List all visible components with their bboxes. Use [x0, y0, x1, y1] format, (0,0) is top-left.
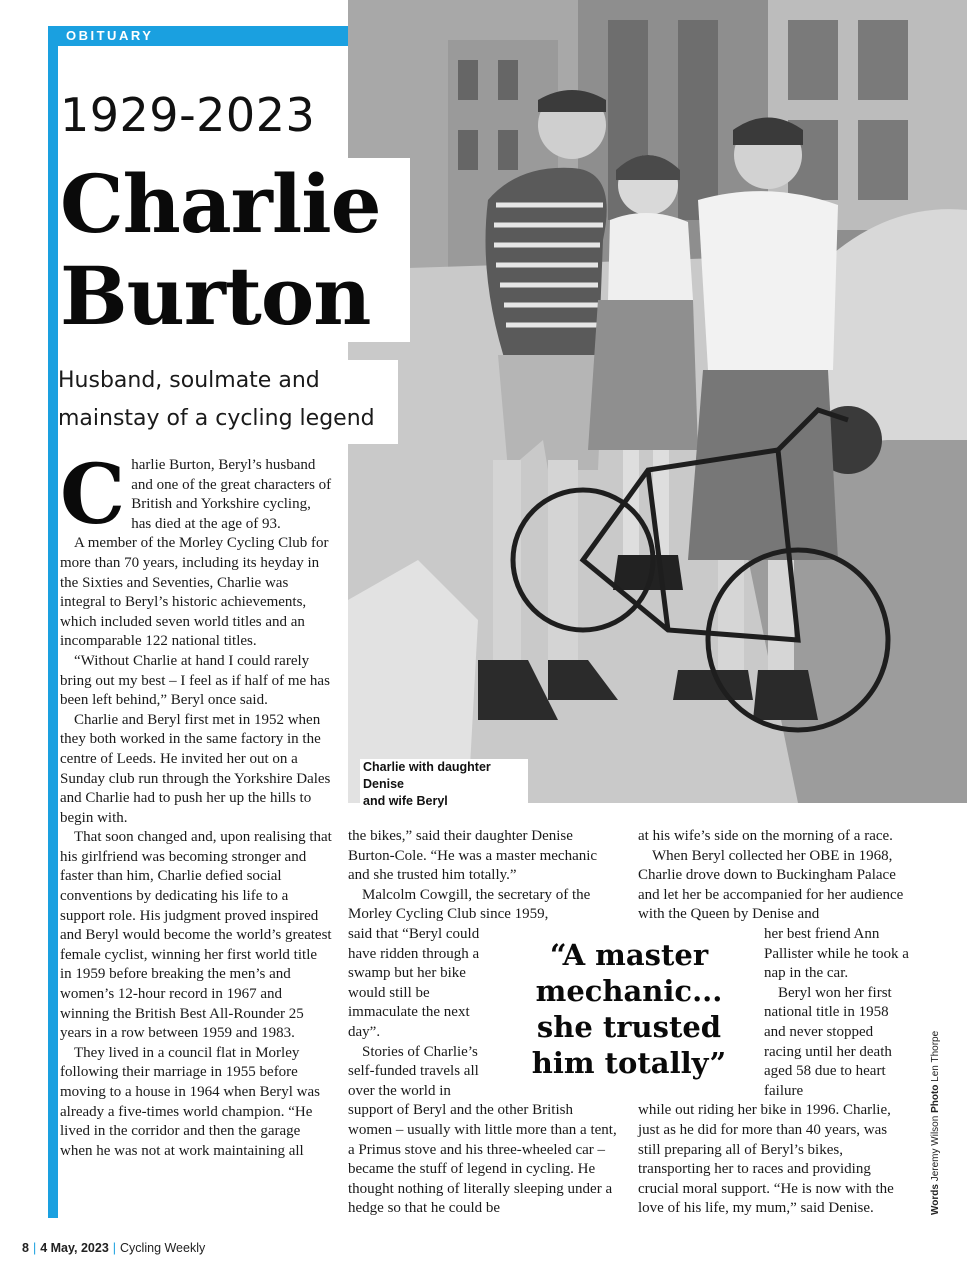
page-footer — [22, 1241, 205, 1255]
body-paragraph: That soon changed and, upon realising that his girlfriend was becoming stronger and faster than him, Charlie defied social conventions by dedicating his life to a support role. His judgment proved inspired and Beryl would become the world’s greatest female cyclist, winning her first world title in 1959 before breaking the men’s and women’s 12-hour record in 1967 and winning the British Best All-Rounder 25 years in a row between 1959 and 1983. — [60, 829, 332, 1042]
body-paragraph: Stories of Charlie’s self-funded travels all over the world in — [348, 1043, 479, 1099]
credit-photo-label: Photo — [930, 1084, 941, 1113]
body-paragraph: “Without Charlie at hand I could rarely bring out my best – I feel as if half of me has been left behind,” Beryl once said. — [60, 652, 330, 709]
body-paragraph: Beryl won her first national title in 1958 and never stopped racing until her death aged 58 due to heart failure — [764, 984, 892, 1099]
pull-quote-line: mechanic... — [535, 974, 723, 1008]
headline-last-name: Burton — [60, 249, 371, 343]
pull-quote-line: she trusted — [536, 1010, 722, 1044]
body-paragraph: They lived in a council flat in Morley following their marriage in 1955 before moving to a house in 1964 when Beryl was already a five-times world champion. “He lived in the corridor and then the garage when he was not at work maintaining all — [60, 1044, 320, 1159]
body-paragraph: harlie Burton, Beryl’s husband and one of the great characters of British and Yorkshire cycling, has died at the age of 93. — [131, 457, 332, 532]
headline-first-name: Charlie — [60, 157, 381, 251]
body-paragraph-wrapped: her best friend Ann Pallister while he took a nap in the car. — [764, 925, 909, 982]
pull-quote-line: him totally” — [531, 1046, 727, 1080]
caption-line-2: and wife Beryl — [363, 794, 448, 808]
credit-words-label: Words — [930, 1184, 941, 1215]
body-paragraph: A member of the Morley Cycling Club for more than 70 years, including its heyday in the Sixties and Seventies, Charlie was integral to Beryl’s historic achievements, which included seven world titles and an incomparable 122 national titles. — [60, 535, 329, 650]
body-paragraph: at his wife’s side on the morning of a race. — [638, 828, 893, 844]
standfirst-line-1: Husband, soulmate and — [58, 368, 320, 393]
standfirst-line-2: mainstay of a cycling legend — [58, 406, 375, 431]
credit-words-name: Jeremy Wilson — [930, 1115, 941, 1182]
caption-line-1: Charlie with daughter Denise — [363, 760, 491, 791]
body-paragraph-wrapped: said that “Beryl could have ridden through a swamp but her bike would still be immaculate the next day”. — [348, 925, 480, 1040]
body-column-3 — [638, 827, 910, 1219]
footer-separator: | — [32, 1241, 37, 1255]
headline — [60, 158, 410, 342]
body-paragraph: support of Beryl and the other British women – usually with little more than a tent, a Primus stove and his three-wheeled car – became the stuff of legend in cycling. He thought nothing of literally sleeping under a hedge so that he could be — [348, 1102, 617, 1217]
body-paragraph: When Beryl collected her OBE in 1968, Charlie drove down to Buckingham Palace and let her be accompanied for her audience with the Queen by Denise and — [638, 847, 904, 923]
pull-quote-line: “A master — [549, 938, 709, 972]
standfirst — [58, 360, 398, 444]
body-paragraph: the bikes,” said their daughter Denise Burton-Cole. “He was a master mechanic and she trusted him totally.” — [348, 828, 598, 884]
body-column-1 — [60, 447, 332, 1161]
footer-separator: | — [112, 1241, 117, 1255]
body-paragraph: Charlie and Beryl first met in 1952 when they both worked in the same factory in the centre of Leeds. He invited her out on a Sunday club run through the Yorkshire Dales and Charlie had to push her up the hills to begin with. — [60, 711, 331, 826]
photo-illustration — [348, 0, 967, 803]
photo-caption — [360, 759, 528, 810]
page-number: 8 — [22, 1241, 29, 1255]
life-years: 1929-2023 — [60, 88, 316, 142]
drop-cap: C — [60, 447, 126, 543]
magazine-name: Cycling Weekly — [120, 1241, 206, 1255]
family-photo — [348, 0, 967, 803]
body-paragraph: while out riding her bike in 1996. Charlie, just as he did for more than 40 years, was still preparing all of Beryl’s bikes, transporting her to races and providing crucial moral support. “He is now with the love of his life, my mum,” said Denise. — [638, 1102, 894, 1217]
accent-bar-left — [48, 26, 58, 1218]
credits — [930, 1031, 941, 1215]
section-label: OBITUARY — [48, 26, 160, 46]
body-paragraph: Malcolm Cowgill, the secretary of the Morley Cycling Club since 1959, — [348, 886, 591, 923]
issue-date: 4 May, 2023 — [40, 1241, 109, 1255]
credit-photo-name: Len Thorpe — [930, 1030, 941, 1082]
